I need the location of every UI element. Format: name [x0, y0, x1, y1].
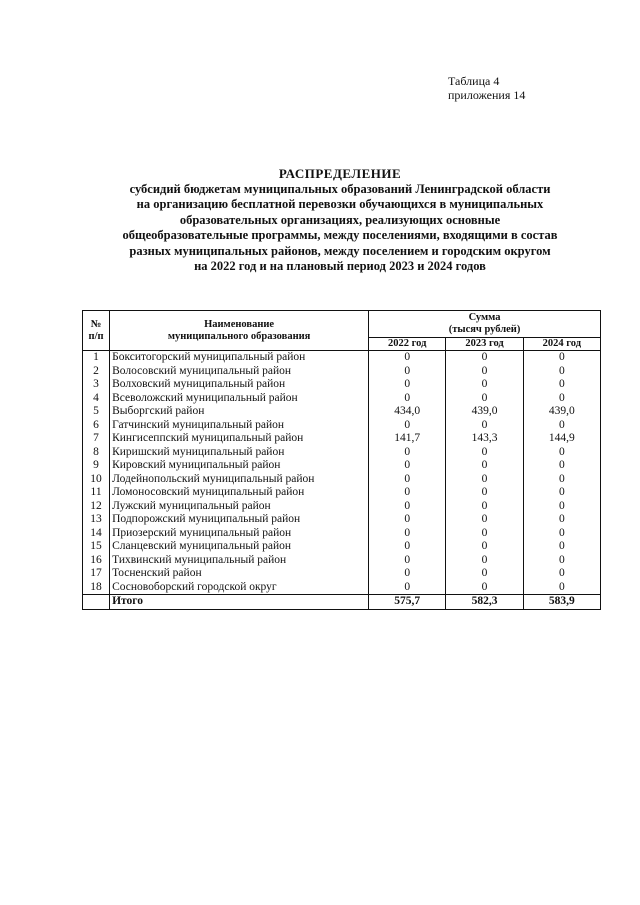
header-sum: [369, 311, 601, 338]
row-value-2024: 0: [558, 378, 565, 390]
row-value-2022: 0: [369, 554, 446, 568]
row-name: Лодейнопольский муниципальный район: [110, 473, 369, 487]
row-value-2022: 0: [369, 459, 446, 473]
heading-line: разных муниципальных районов, между поселением и городским округом: [129, 243, 551, 258]
table-row: [83, 581, 601, 595]
row-name: Киришский муниципальный район: [110, 446, 369, 460]
row-value-2024: 0: [558, 459, 565, 471]
row-name: Кировский муниципальный район: [110, 459, 369, 473]
table-row: [83, 473, 601, 487]
row-value-2023: 0: [446, 459, 523, 473]
table-row: [83, 459, 601, 473]
row-number: 14: [83, 527, 110, 541]
row-value-2022: 0: [369, 486, 446, 500]
header-number: [83, 311, 110, 351]
row-name: Бокситогорский муниципальный район: [110, 351, 369, 365]
row-value-2024: 439,0: [548, 405, 575, 417]
heading-line: образовательных организациях, реализующих основные: [179, 212, 501, 227]
header-year-2024: 2024 год: [523, 338, 600, 351]
table-row: [83, 554, 601, 568]
row-name: Тихвинский муниципальный район: [110, 554, 369, 568]
row-number: 6: [83, 419, 110, 433]
heading-line: субсидий бюджетам муниципальных образований Ленинградской области: [129, 181, 551, 196]
row-value-2024: 0: [558, 526, 565, 539]
row-value-2023: 0: [446, 581, 523, 595]
row-number: 8: [83, 446, 110, 460]
appendix-number: приложения 14: [448, 88, 526, 102]
total-value-2024: 583,9: [523, 595, 600, 610]
table-reference: [448, 74, 525, 102]
row-value-2022: 0: [369, 540, 446, 554]
table-row: [83, 486, 601, 500]
row-name: Кингисеппский муниципальный район: [110, 432, 369, 446]
row-value-2023: 0: [446, 567, 523, 581]
row-name: Лужский муниципальный район: [110, 500, 369, 514]
document-title: РАСПРЕДЕЛЕНИЕ: [278, 166, 402, 181]
row-number: 2: [83, 365, 110, 379]
row-value-2024: 0: [558, 445, 565, 458]
row-value-2023: 0: [446, 513, 523, 527]
row-name: Приозерский муниципальный район: [110, 527, 369, 541]
header-year-2023: 2023 год: [446, 338, 523, 351]
row-number: 15: [83, 540, 110, 554]
table-row: [83, 378, 601, 392]
row-number: 12: [83, 500, 110, 514]
row-name: Тосненский район: [110, 567, 369, 581]
total-value-2023: 582,3: [446, 595, 523, 610]
row-name: Подпорожский муниципальный район: [110, 513, 369, 527]
row-value-2022: 0: [369, 378, 446, 392]
row-value-2023: 0: [446, 473, 523, 487]
row-value-2023: 143,3: [446, 432, 523, 446]
table-row: [83, 513, 601, 527]
row-value-2022: 141,7: [369, 432, 446, 446]
row-value-2023: 0: [446, 554, 523, 568]
row-value-2022: 0: [369, 513, 446, 527]
row-value-2022: 0: [369, 527, 446, 541]
total-row: [83, 595, 601, 610]
row-value-2022: 0: [369, 446, 446, 460]
row-value-2024: 0: [558, 580, 565, 593]
row-number: 1: [83, 351, 110, 365]
row-name: Сосновоборский городской округ: [110, 581, 369, 595]
table-row: [83, 540, 601, 554]
row-value-2022: 0: [369, 351, 446, 365]
total-number-cell: [83, 595, 110, 610]
row-name: Волосовский муниципальный район: [110, 365, 369, 379]
row-value-2024: 0: [558, 486, 565, 498]
row-number: 7: [83, 432, 110, 446]
row-value-2024: 144,9: [548, 432, 575, 444]
table-row: [83, 432, 601, 446]
row-value-2023: 0: [446, 351, 523, 365]
row-number: 17: [83, 567, 110, 581]
table-row: [83, 500, 601, 514]
header-sum-line1: Сумма: [468, 312, 501, 323]
row-value-2024: 0: [558, 513, 565, 525]
header-number-line2: п/п: [88, 330, 104, 342]
row-value-2024: 0: [558, 364, 565, 377]
table-row: [83, 405, 601, 419]
row-value-2022: 0: [369, 473, 446, 487]
row-number: 10: [83, 473, 110, 487]
table-row: [83, 392, 601, 406]
document-heading: [80, 166, 600, 275]
row-number: 13: [83, 513, 110, 527]
header-name-line1: Наименование: [204, 318, 275, 330]
row-value-2024: 0: [558, 472, 565, 485]
row-value-2022: 0: [369, 392, 446, 406]
row-name: Гатчинский муниципальный район: [110, 419, 369, 433]
row-number: 9: [83, 459, 110, 473]
row-value-2022: 0: [369, 419, 446, 433]
row-value-2022: 434,0: [369, 405, 446, 419]
row-name: Сланцевский муниципальный район: [110, 540, 369, 554]
row-number: 18: [83, 581, 110, 595]
heading-line: на 2022 год и на плановый период 2023 и 2024 годов: [194, 259, 486, 273]
row-value-2024: 0: [558, 391, 565, 404]
table-row: [83, 527, 601, 541]
table-row: [83, 567, 601, 581]
table-header-row: [83, 311, 601, 338]
row-value-2023: 0: [446, 486, 523, 500]
row-value-2024: 0: [558, 418, 565, 431]
heading-line: общеобразовательные программы, между поселениями, входящими в состав: [122, 228, 558, 242]
heading-line: на организацию бесплатной перевозки обучающихся в муниципальных: [136, 197, 544, 211]
row-number: 3: [83, 378, 110, 392]
table-number: Таблица 4: [448, 74, 500, 88]
row-value-2024: 0: [558, 499, 565, 512]
distribution-table: [82, 310, 601, 610]
total-label: Итого: [110, 595, 369, 610]
row-value-2022: 0: [369, 365, 446, 379]
row-value-2024: 0: [558, 567, 565, 579]
row-value-2022: 0: [369, 567, 446, 581]
row-value-2024: 0: [558, 540, 565, 552]
table-row: [83, 419, 601, 433]
header-year-2022: 2022 год: [369, 338, 446, 351]
row-value-2023: 0: [446, 378, 523, 392]
header-name-line2: муниципального образования: [167, 330, 311, 342]
header-sum-line2: (тысяч рублей): [448, 324, 521, 335]
row-value-2022: 0: [369, 500, 446, 514]
row-number: 5: [83, 405, 110, 419]
row-value-2023: 0: [446, 540, 523, 554]
total-value-2022: 575,7: [369, 595, 446, 610]
header-number-line1: №: [90, 318, 102, 330]
table-row: [83, 365, 601, 379]
row-name: Ломоносовский муниципальный район: [110, 486, 369, 500]
row-value-2023: 439,0: [446, 405, 523, 419]
row-value-2023: 0: [446, 419, 523, 433]
row-value-2024: 0: [558, 553, 565, 566]
row-value-2022: 0: [369, 581, 446, 595]
row-value-2023: 0: [446, 365, 523, 379]
row-value-2024: 0: [558, 351, 565, 363]
row-value-2023: 0: [446, 392, 523, 406]
row-name: Выборгский район: [110, 405, 369, 419]
row-name: Всеволожский муниципальный район: [110, 392, 369, 406]
row-value-2023: 0: [446, 527, 523, 541]
row-number: 4: [83, 392, 110, 406]
table-row: [83, 446, 601, 460]
row-name: Волховский муниципальный район: [110, 378, 369, 392]
row-number: 16: [83, 554, 110, 568]
header-name: [110, 311, 369, 351]
row-number: 11: [83, 486, 110, 500]
row-value-2023: 0: [446, 500, 523, 514]
row-value-2023: 0: [446, 446, 523, 460]
table-row: [83, 351, 601, 365]
